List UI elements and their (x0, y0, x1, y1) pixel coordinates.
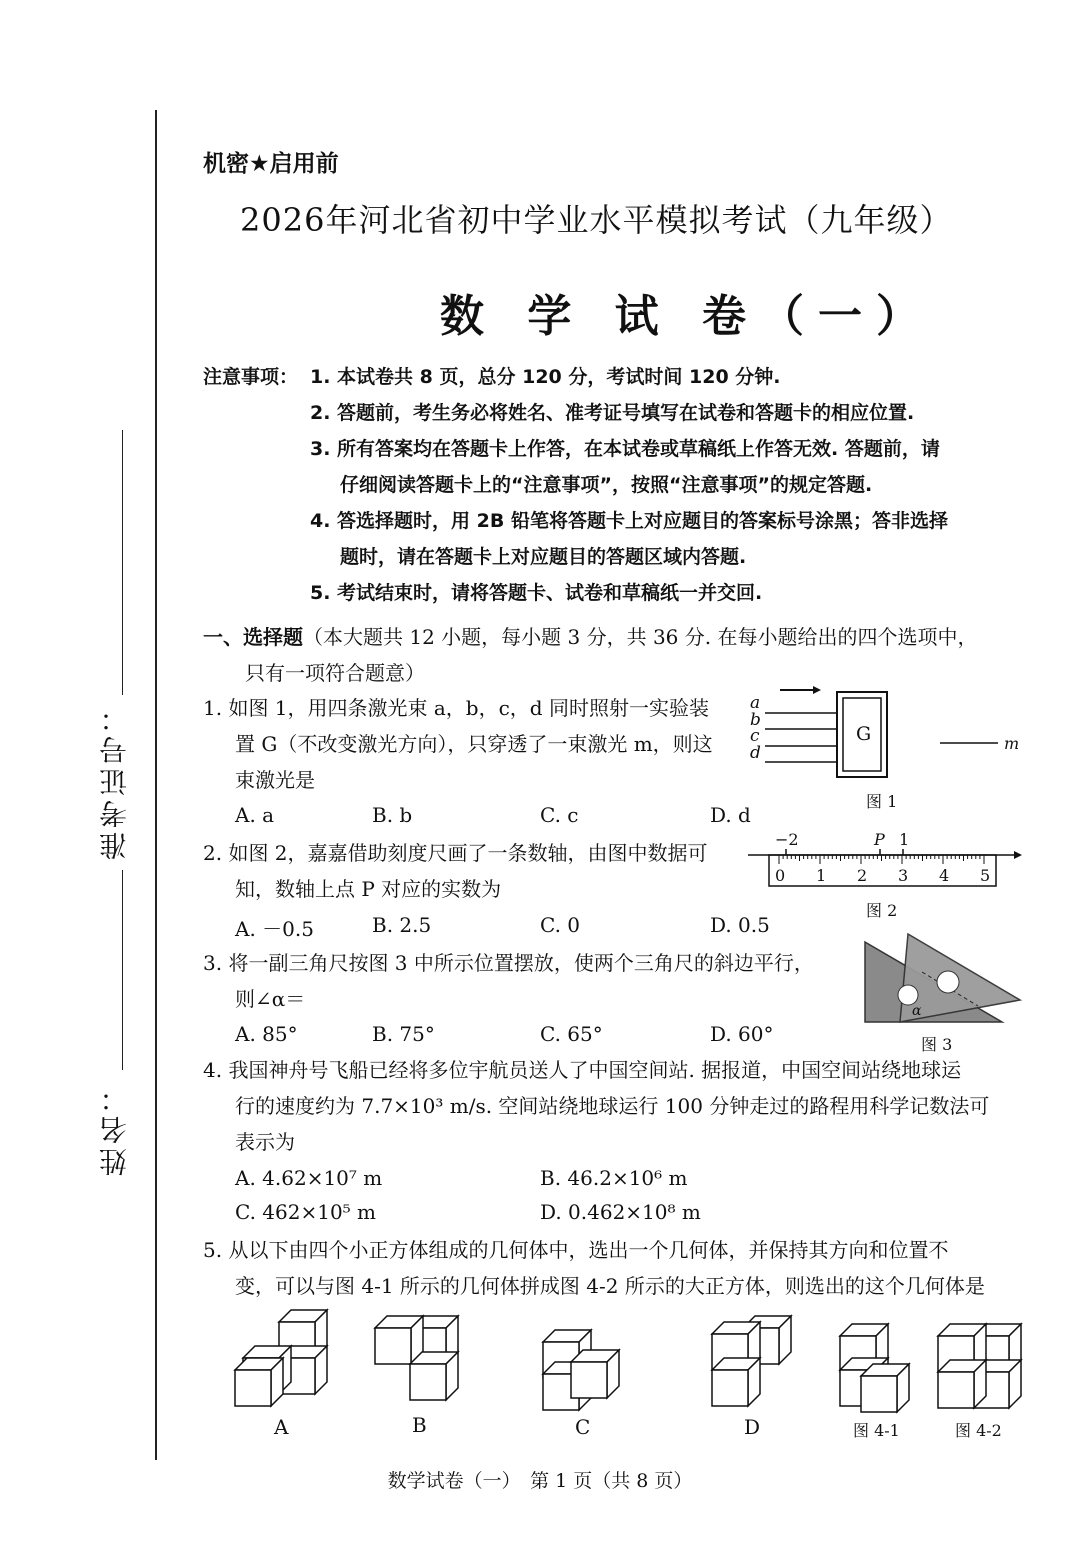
page-footer: 数学试卷（一） 第 1 页（共 8 页） (387, 1470, 693, 1492)
q1-option-a: A. a (235, 803, 275, 827)
q3-option-c: C. 65° (540, 1022, 603, 1046)
angle-alpha-label: α (912, 1003, 922, 1019)
note-item: 1. 本试卷共 8 页，总分 120 分，考试时间 120 分钟. (310, 366, 781, 388)
option-a-caption: A (274, 1415, 289, 1439)
paper-title: 数 学 试 卷（一） (440, 291, 934, 342)
section-desc-2: 只有一项符合题意） (245, 661, 425, 685)
q1-text: 置 G（不改变激光方向），只穿透了一束激光 m，则这 (235, 732, 713, 756)
option-d-caption: D (744, 1415, 761, 1439)
note-item: 2. 答题前，考生务必将姓名、准考证号填写在试卷和答题卡的相应位置. (310, 402, 915, 424)
note-item: 5. 考试结束时，请将答题卡、试卷和草稿纸一并交回. (310, 582, 763, 604)
name-blank (122, 870, 123, 1070)
confidential-mark: 机密★启用前 (203, 151, 339, 177)
note-item: 3. 所有答案均在答题卡上作答，在本试卷或草稿纸上作答无效. 答题前，请 (310, 438, 940, 460)
note-item: 4. 答选择题时，用 2B 铅笔将答题卡上对应题目的答案标号涂黑；答非选择 (310, 510, 948, 532)
ruler-tick-4: 4 (939, 866, 950, 885)
axis-label-minus2: −2 (775, 830, 799, 849)
q4-option-d: D. 0.462×10⁸ m (540, 1200, 701, 1224)
ruler-tick-5: 5 (980, 866, 991, 885)
figure-4-2-caption: 图 4-2 (955, 1421, 1002, 1440)
q1-option-d: D. d (710, 803, 751, 827)
exam-id-blank (122, 430, 123, 695)
q1-option-b: B. b (372, 803, 413, 827)
section-desc: （本大题共 12 小题，每小题 3 分，共 36 分. 在每小题给出的四个选项中， (303, 625, 978, 649)
q3-option-d: D. 60° (710, 1022, 774, 1046)
q2-option-d: D. 0.5 (710, 913, 770, 937)
q2-option-c: C. 0 (540, 913, 581, 937)
figure-3-caption: 图 3 (921, 1035, 953, 1054)
ruler-tick-3: 3 (898, 866, 909, 885)
option-b-caption: B (412, 1413, 427, 1437)
q4-text: 行的速度约为 7.7×10³ m/s. 空间站绕地球运行 100 分钟走过的路程用科学记数法可 (235, 1094, 990, 1118)
figure-2-caption: 图 2 (866, 901, 898, 920)
q4-text: 4. 我国神舟号飞船已经将多位宇航员送人了中国空间站. 据报道，中国空间站绕地球运 (203, 1058, 962, 1082)
point-p-label: P (874, 830, 885, 849)
q3-text: 3. 将一副三角尺按图 3 中所示位置摆放，使两个三角尺的斜边平行， (203, 951, 814, 975)
ruler-tick-1: 1 (816, 866, 827, 885)
q2-text: 2. 如图 2，嘉嘉借助刻度尺画了一条数轴，由图中数据可 (203, 841, 708, 865)
device-g-label: G (856, 723, 872, 745)
note-item: 仔细阅读答题卡上的“注意事项”，按照“注意事项”的规定答题. (340, 474, 873, 496)
beam-m-label: m (1004, 734, 1020, 753)
binding-line (155, 110, 157, 1460)
q2-option-a: A. －0.5 (235, 917, 314, 941)
q1-text: 1. 如图 1，用四条激光束 a，b，c，d 同时照射一实验装 (203, 696, 709, 720)
section-heading: 一、选择题 (203, 625, 303, 649)
figure-1-caption: 图 1 (866, 792, 898, 811)
figure-3-triangles (860, 928, 1025, 1028)
q5-text: 变，可以与图 4-1 所示的几何体拼成图 4-2 所示的大正方体，则选出的这个几何体是 (235, 1274, 985, 1298)
q3-option-a: A. 85° (235, 1022, 298, 1046)
q1-option-c: C. c (540, 803, 579, 827)
q2-text: 知，数轴上点 P 对应的实数为 (235, 877, 502, 901)
q3-option-b: B. 75° (372, 1022, 435, 1046)
exam-id-label: 准考证号： (98, 700, 131, 860)
figure-4-1-caption: 图 4-1 (853, 1421, 900, 1440)
q2-option-b: B. 2.5 (372, 913, 432, 937)
note-item: 题时，请在答题卡上对应题目的答题区域内答题. (340, 546, 747, 568)
beam-d-label: d (750, 742, 761, 763)
q3-text: 则∠α＝ (235, 987, 306, 1011)
beam-c-label: c (750, 726, 760, 746)
exam-title: 2026年河北省初中学业水平模拟考试（九年级） (240, 201, 953, 239)
ruler-tick-0: 0 (775, 866, 786, 885)
figure-4-cubes (225, 1300, 1035, 1415)
beam-b-label: b (750, 709, 761, 730)
axis-label-1: 1 (899, 830, 910, 849)
q4-text: 表示为 (235, 1130, 295, 1154)
option-c-caption: C (575, 1415, 591, 1439)
ruler-tick-2: 2 (857, 866, 868, 885)
q4-option-b: B. 46.2×10⁶ m (540, 1166, 688, 1190)
q4-option-a: A. 4.62×10⁷ m (235, 1166, 383, 1190)
notes-label: 注意事项： (203, 366, 299, 388)
beam-a-label: a (750, 693, 761, 713)
name-label: 姓名： (98, 1080, 131, 1176)
q4-option-c: C. 462×10⁵ m (235, 1200, 377, 1224)
q1-text: 束激光是 (235, 768, 315, 792)
q5-text: 5. 从以下由四个小正方体组成的几何体中，选出一个几何体，并保持其方向和位置不 (203, 1238, 949, 1262)
